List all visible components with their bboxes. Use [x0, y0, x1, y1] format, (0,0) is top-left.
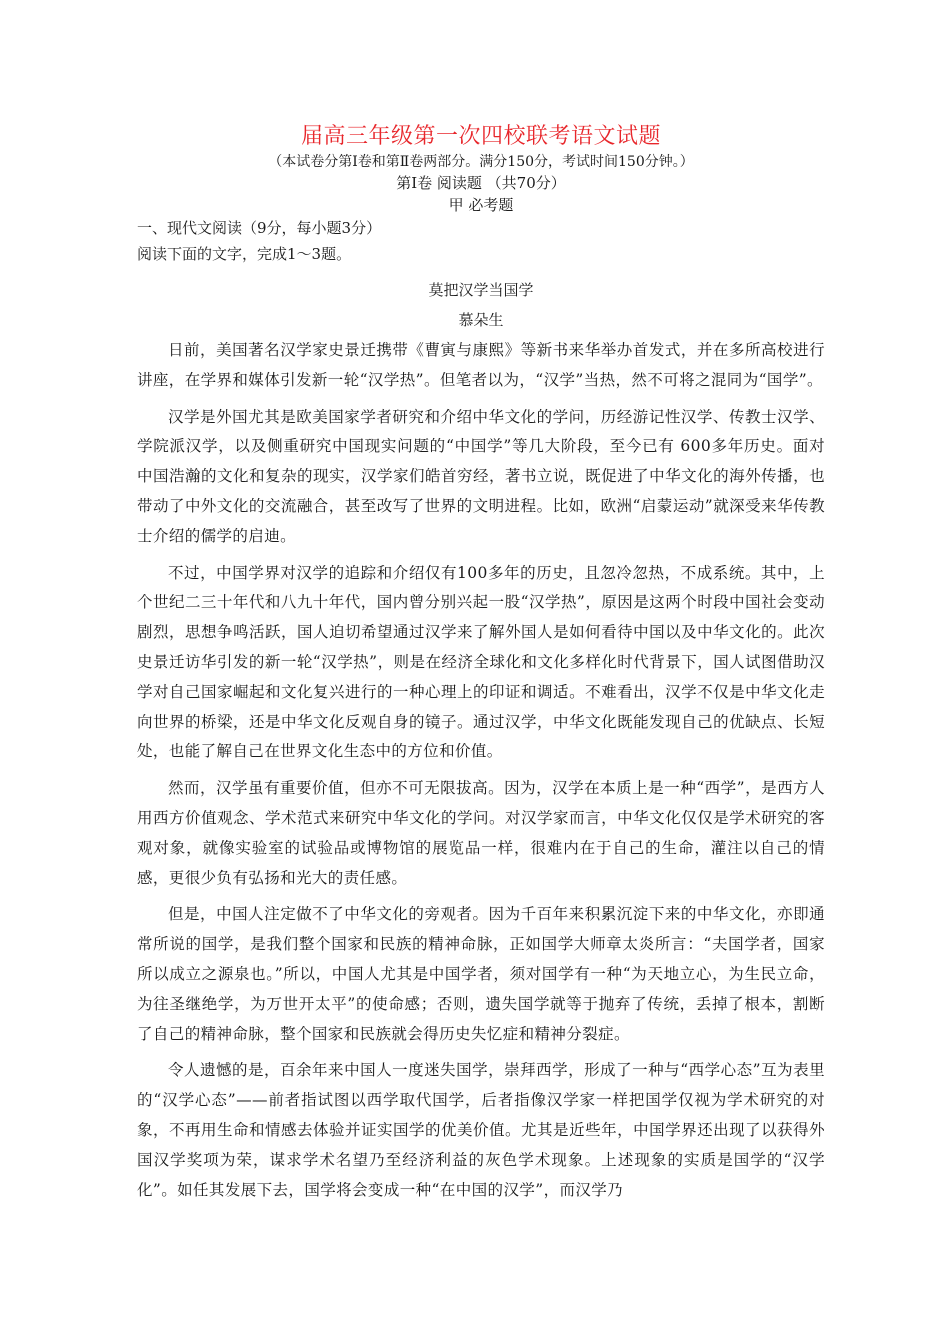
article-author: 慕朵生 [458, 311, 504, 329]
exam-title: 届高三年级第一次四校联考语文试题 [300, 124, 661, 149]
article-body [137, 336, 825, 1205]
exam-page [137, 122, 825, 1212]
reading-instruction: 阅读下面的文字，完成1～3题。 [137, 245, 352, 263]
article-paragraph: 日前，美国著名汉学家史景迁携带《曹寅与康熙》等新书来华举办首发式，并在多所高校进行讲座，在学界和媒体引发新一轮“汉学热”。但笔者以为，“汉学”当热，然不可将之混同为“国学”。 [137, 341, 825, 389]
article-paragraph: 汉学是外国尤其是欧美国家学者研究和介绍中华文化的学问，历经游记性汉学、传教士汉学、学院派汉学，以及侧重研究中国现实问题的“中国学”等几大阶段，至今已有 600多年历史。面对中国浩瀚的文化和复杂的现实，汉学家们皓首穷经，著书立说，既促进了中华文化的海外传播，也带动了中外文化的交流融合，甚至改写了世界的文明进程。比如，欧洲“启蒙运动”就深受来华传教士介绍的儒学的启迪。 [137, 407, 825, 545]
article-title: 莫把汉学当国学 [428, 281, 534, 299]
article-paragraph: 然而，汉学虽有重要价值，但亦不可无限拔高。因为，汉学在本质上是一种“西学”，是西方人用西方价值观念、学术范式来研究中华文化的学问。对汉学家而言，中华文化仅仅是学术研究的客观对象，就像实验室的试验品或博物馆的展览品一样，很难内在于自己的生命，灌注以自己的情感，更很少负有弘扬和光大的责任感。 [137, 779, 825, 887]
exam-note: （本试卷分第Ⅰ卷和第Ⅱ卷两部分。满分150分，考试时间150分钟。） [268, 154, 694, 170]
article-paragraph: 但是，中国人注定做不了中华文化的旁观者。因为千百年来积累沉淀下来的中华文化，亦即通常所说的国学，是我们整个国家和民族的精神命脉，正如国学大师章太炎所言：“夫国学者，国家所以成立之源泉也。”所以，中国人尤其是中国学者，须对国学有一种“为天地立心，为生民立命，为往圣继绝学，为万世开太平”的使命感；否则，遗失国学就等于抛弃了传统，丢掉了根本，割断了自己的精神命脉，整个国家和民族就会得历史失忆症和精神分裂症。 [137, 905, 825, 1043]
article-paragraph: 令人遗憾的是，百余年来中国人一度迷失国学，崇拜西学，形成了一种与“西学心态”互为表里的“汉学心态”——前者指试图以西学取代国学，后者指像汉学家一样把国学仅视为学术研究的对象，不再用生命和情感去体验并证实国学的优美价值。尤其是近些年，中国学界还出现了以获得外国汉学奖项为荣，谋求学术名望乃至经济利益的灰色学术现象。上述现象的实质是国学的“汉学化”。如任其发展下去，国学将会变成一种“在中国的汉学”，而汉学乃 [137, 1061, 825, 1199]
article-paragraph: 不过，中国学界对汉学的追踪和介绍仅有100多年的历史，且忽冷忽热，不成系统。其中，上个世纪二三十年代和八九十年代，国内曾分别兴起一股“汉学热”，原因是这两个时段中国社会变动剧烈，思想争鸣活跃，国人迫切希望通过汉学来了解外国人是如何看待中国以及中华文化的。此次史景迁访华引发的新一轮“汉学热”，则是在经济全球化和文化多样化时代背景下，国人试图借助汉学对自己国家崛起和文化复兴进行的一种心理上的印证和调适。不难看出，汉学不仅是中华文化走向世界的桥梁，还是中华文化反观自身的镜子。通过汉学，中华文化既能发现自己的优缺点、长短处，也能了解自己在世界文化生态中的方位和价值。 [137, 563, 825, 761]
reading-section-heading: 一、现代文阅读（9分，每小题3分） [137, 219, 382, 237]
subsection-heading: 甲 必考题 [448, 196, 514, 214]
volume-heading: 第Ⅰ卷 阅读题 （共70分） [396, 174, 566, 192]
